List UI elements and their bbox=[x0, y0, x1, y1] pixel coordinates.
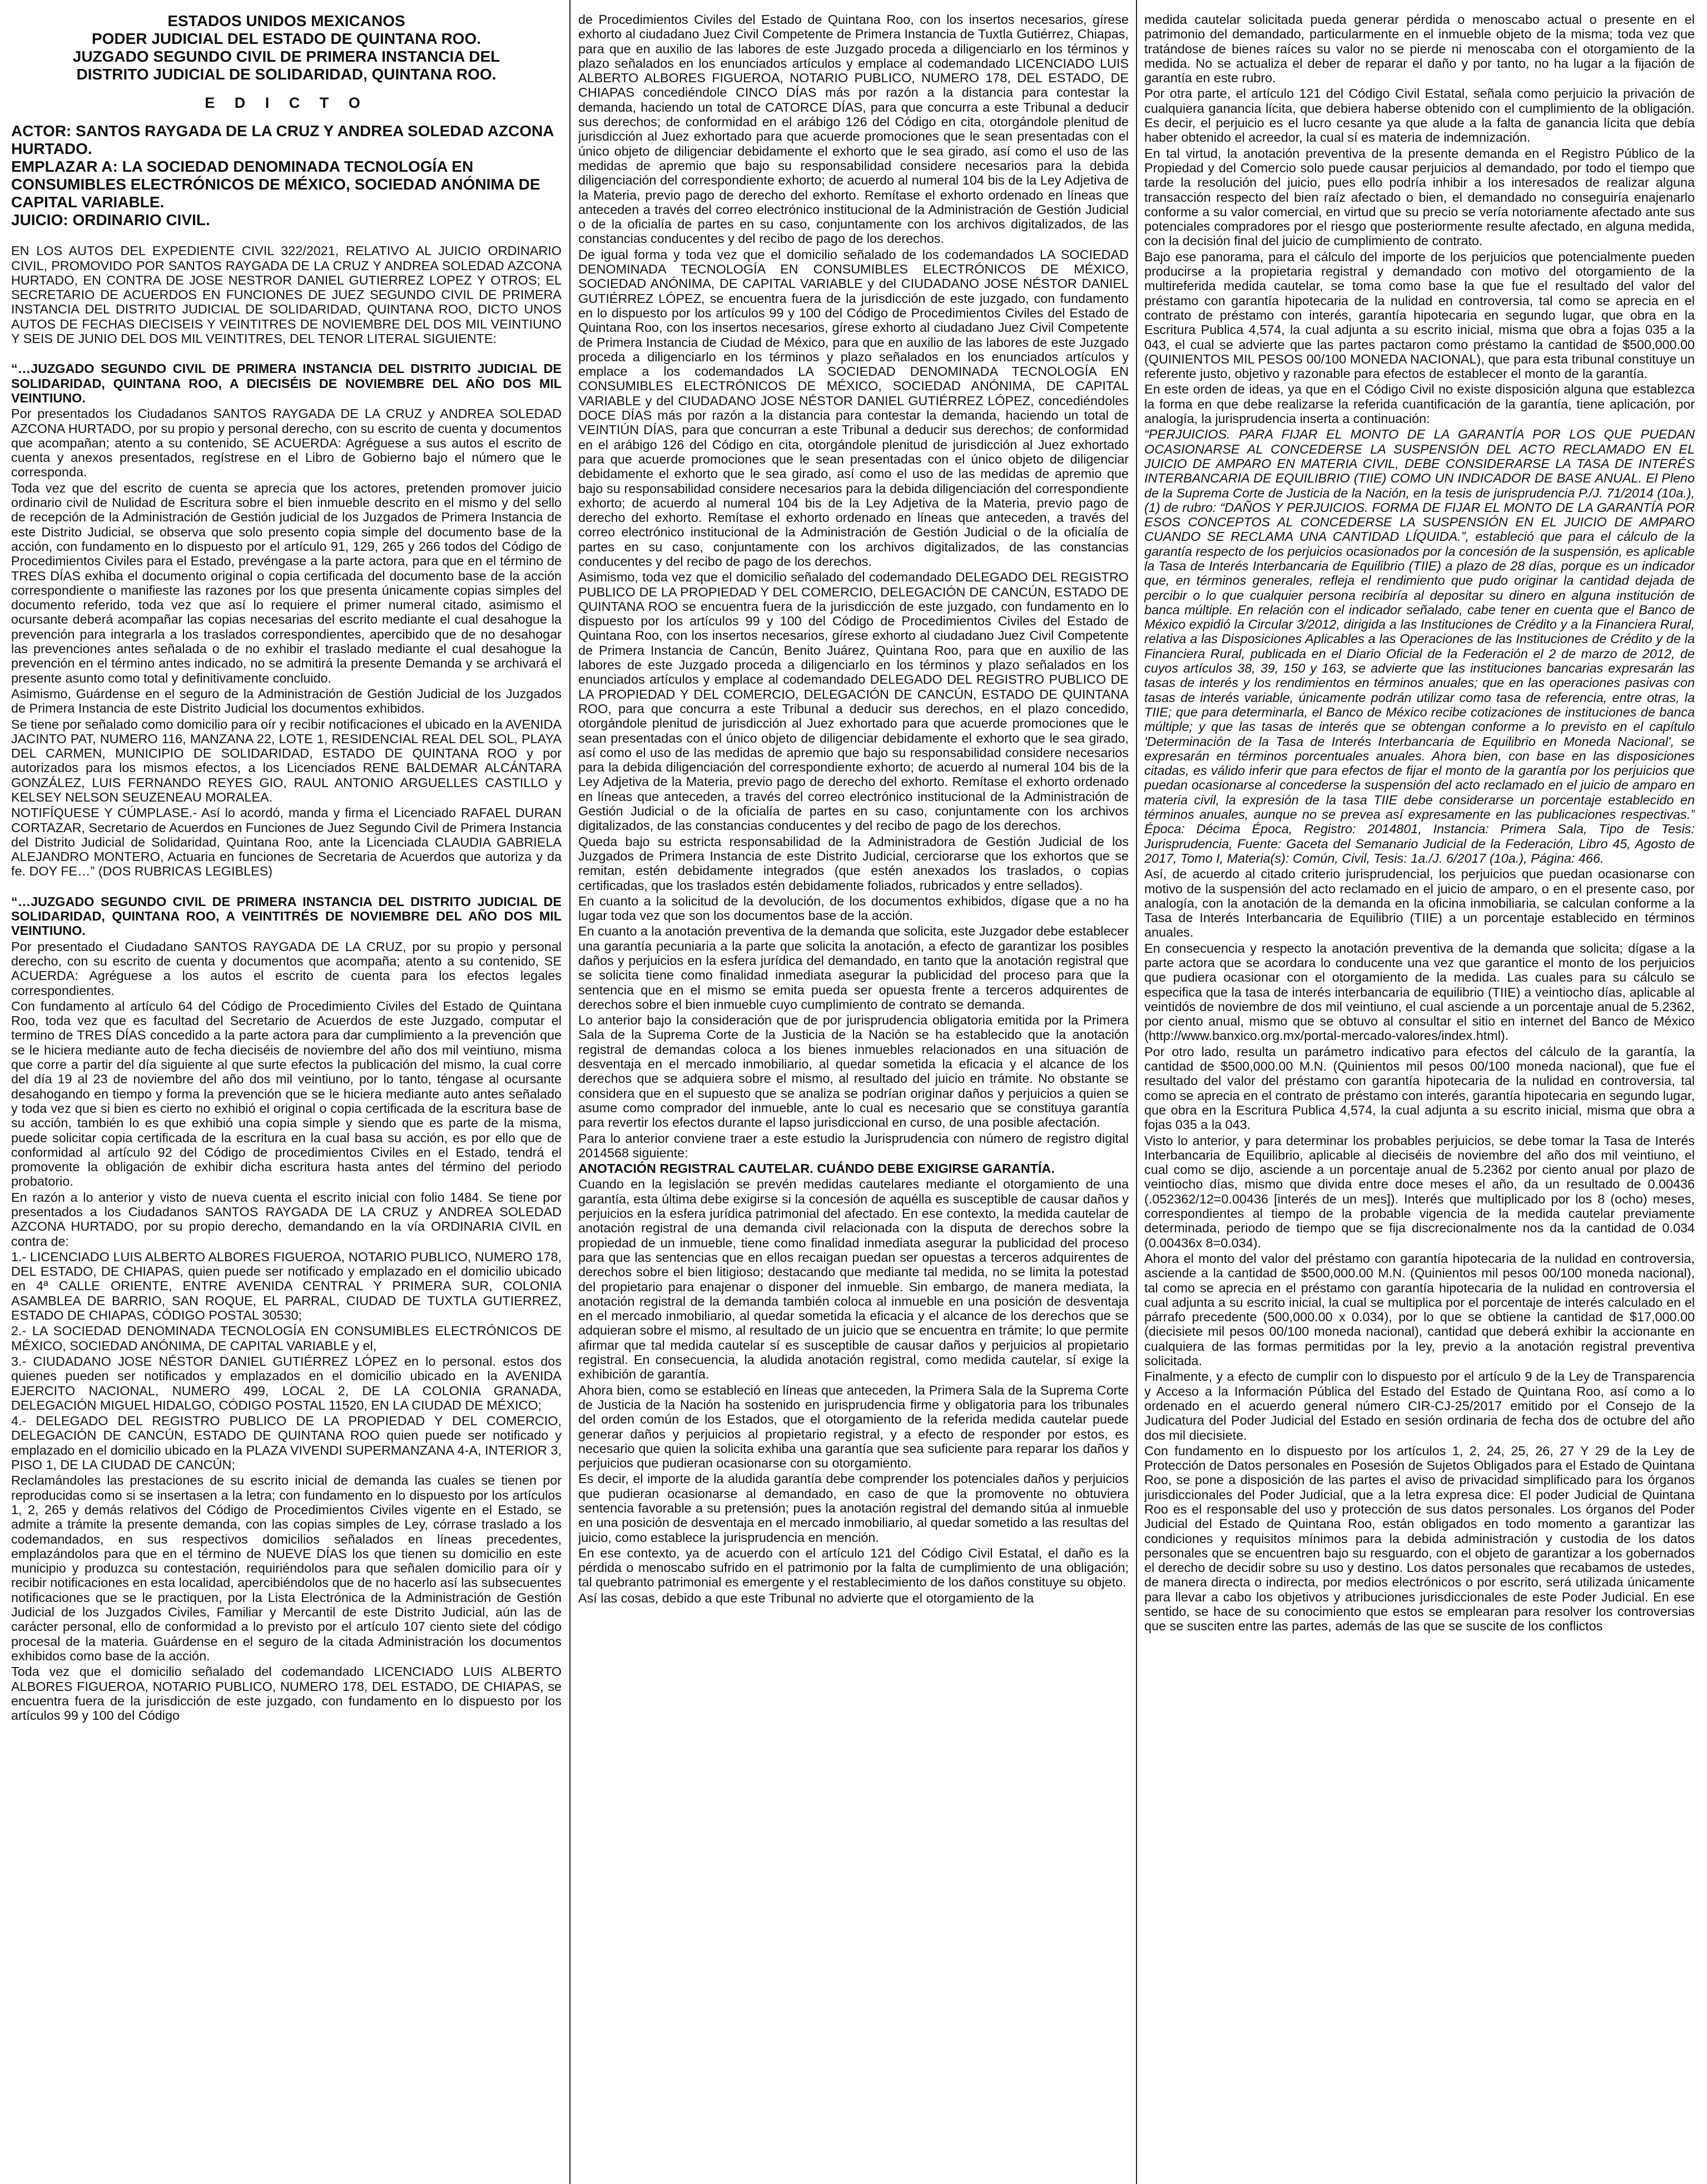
paragraph: Por presentados los Ciudadanos SANTOS RAYGADA DE LA CRUZ y ANDREA SOLEDAD AZCONA HURTADO, por su propio y personal derecho, con su escrito de cuenta y documentos que acompañan; atento a su contenido, SE ACUERDA: Agréguese a sus autos el escrito de cuenta y anexos presentados, regístrese en el Libro de Gobierno bajo el número que le corresponda. bbox=[11, 406, 562, 480]
paragraph: EN LOS AUTOS DEL EXPEDIENTE CIVIL 322/2021, RELATIVO AL JUICIO ORDINARIO CIVIL, PROMOVIDO POR SANTOS RAYGADA DE LA CRUZ Y ANDREA SOLEDAD AZCONA HURTADO, EN CONTRA DE JOSE NESTROR DANIEL GUTIERREZ LOPEZ Y OTROS; EL SECRETARIO DE ACUERDOS EN FUNCIONES DE JUEZ SEGUNDO CIVIL DE PRIMERA INSTANCIA DEL DISTRITO JUDICIAL DE SOLIDARIDAD, QUINTANA ROO, DICTO UNOS AUTOS DE FECHAS DIECISEIS Y VEINTITRES DE NOVIEMBRE DEL DOS MIL VEINTIUNO Y SEIS DE JUNIO DEL DOS MIL VEINTITRES, DEL TENOR LITERAL SIGUIENTE: bbox=[11, 243, 562, 346]
paragraph: Así las cosas, debido a que este Tribunal no advierte que el otorgamiento de la bbox=[578, 1590, 1034, 1605]
header-country: ESTADOS UNIDOS MEXICANOS bbox=[167, 12, 405, 29]
paragraph: “…JUZGADO SEGUNDO CIVIL DE PRIMERA INSTANCIA DEL DISTRITO JUDICIAL DE SOLIDARIDAD, QUINTANA ROO, A DIECISÉIS DE NOVIEMBRE DEL AÑO DOS MIL VEINTIUNO. bbox=[11, 361, 562, 405]
paragraph: Con fundamento en lo dispuesto por los artículos 1, 2, 24, 25, 26, 27 Y 29 de la Ley de Protección de Datos personales en Posesión de Sujetos Obligados para el Estado de Quintana Roo, se pone a disposición de las partes el aviso de privacidad simplificado para los órganos jurisdiccionales del Poder Judicial, que a la letra expresa dice: El poder Judicial de Quintana Roo es el responsable del uso y protección de sus datos personales. Los órganos del Poder Judicial del Estado de Quintana Roo, están obligados en todo momento a garantizar las condiciones y requisitos mínimos para la debida administración y custodia de los datos personales que se encuentren bajo su resguardo, con el objeto de garantizar a los gobernados el derecho de decidir sobre su uso y destino. Los datos personales que recabamos de ustedes, de manera directa o indirecta, por medios electrónicos o por escrito, será utilizada únicamente para llevar a cabo los objetivos y atribuciones jurisdiccionales de este Poder Judicial. En ese sentido, se hace de su conocimiento que estos se emplearan para resolver los controversias que se susciten entre las partes, además de las que se suscite de los conflictos bbox=[1144, 1443, 1695, 1634]
column-divider bbox=[1136, 0, 1137, 2184]
paragraph: Por presentado el Ciudadano SANTOS RAYGADA DE LA CRUZ, por su propio y personal derecho, con su escrito de cuenta y documentos que acompaña; atento a su contenido, SE ACUERDA: Agréguese a los autos el escrito de cuenta para los efectos legales correspondientes. bbox=[11, 939, 562, 998]
actor-line: ACTOR: SANTOS RAYGADA DE LA CRUZ Y ANDREA SOLEDAD AZCONA HURTADO. bbox=[11, 122, 554, 158]
paragraph: de Procedimientos Civiles del Estado de Quintana Roo, con los insertos necesarios, gírese exhorto al ciudadano Juez Civil Competente de Primera Instancia de Tuxtla Gutiérrez, Chiapas, para que en auxilio de las labores de este Juzgado proceda a diligenciarlo en los términos y plazo señalados en los enunciados artículos y emplace al codemandado LICENCIADO LUIS ALBERTO ALBORES FIGUEROA, NOTARIO PUBLICO, NUMERO 178, DEL ESTADO, DE CHIAPAS concediéndole CINCO DÍAS más por razón a la distancia para contestar la demanda, haciendo un total de CATORCE DÍAS, para que concurra a este Tribunal a deducir sus derechos; de conformidad en el arábigo 126 del Código en cita, otorgándole plenitud de jurisdicción al Juez exhortado para que acuerde promociones que le sean presentadas con el único objeto de diligenciar debidamente el exhorto que le sea girado, así como el uso de las medidas de apremio que bajo su responsabilidad considere necesarios para la debida diligenciación del correspondiente exhorto; de acuerdo al numeral 104 bis de la Ley Adjetiva de la Materia, previo pago de derecho del exhorto. Remítase el exhorto ordenado en líneas que anteceden a través del correo electrónico institucional de la Administración de Gestión Judicial o de la oficialía de partes en su caso, conjuntamente con los archivos digitalizados, de las constancias conducentes y del recibo de pago de los derechos. bbox=[578, 12, 1129, 246]
paragraph: En consecuencia y respecto la anotación preventiva de la demanda que solicita; dígase a la parte actora que se acordara lo conducente una vez que garantice el monto de los perjuicios que pudiera ocasionar con el otorgamiento de la medida. Las cuales para su cálculo se especifica que la tasa de interés interbancaria de equilibrio (TIIE) a veintiocho días, aplicable al veintidós de noviembre de dos mil veintiuno, el cual asciende a un porcentaje anual de 5.2362, por ciento anual, mismo que se obtuvo al consultar el sitio en internet del Banco de México (http://www.banxico.org.mx/portal-mercado-valores/index.html). bbox=[1144, 941, 1695, 1043]
paragraph: Cuando en la legislación se prevén medidas cautelares mediante el otorgamiento de una garantía, esta última debe exigirse si la concesión de aquélla es susceptible de causar daños y perjuicios en la esfera jurídica patrimonial del afectado. En ese contexto, la medida cautelar de anotación registral de una demanda civil relacionada con la disputa de derechos sobre la propiedad de un inmueble, tiene como finalidad inmediata asegurar la publicidad del proceso para que las sentencias que en ellos recaigan puedan ser opuestas a terceros adquirentes de derechos sobre el bien litigioso; destacando que mediante tal medida, no se limita la potestad del propietario para enajenar o disponer del inmueble. Sin embargo, de manera mediata, la anotación registral de la demanda también coloca al inmueble en una posición de desventaja en el mercado inmobiliario, al quedar sometida la eficacia y el alcance de los derechos que se adquieran sobre el mismo, al resultado de un juicio que se encuentra en trámite; lo que permite afirmar que tal medida cautelar sí es susceptible de causar daños y perjuicios al propietario registral. En consecuencia, la aludida anotación registral, como medida cautelar, sí exige la exhibición de garantía. bbox=[578, 1177, 1129, 1382]
paragraph: Ahora bien, como se estableció en líneas que anteceden, la Primera Sala de la Suprema Corte de Justicia de la Nación ha sostenido en jurisprudencia firme y obligatoria para los tribunales del orden común de los Estados, que el otorgamiento de la referida medida cautelar puede generar daños y perjuicios al propietario registral, y a efecto de responder por estos, es necesario que quien la solicita exhiba una garantía que sea suficiente para reparar los daños y perjuicios que pudieran ocasionarse con su otorgamiento. bbox=[578, 1382, 1129, 1471]
paragraph: Con fundamento al artículo 64 del Código de Procedimiento Civiles del Estado de Quintana Roo, toda vez que es facultad del Secretario de Acuerdos de este Juzgado, computar el termino de TRES DÍAS concedido a la parte actora para dar cumplimiento a la prevención que se le hiciera mediante auto de fecha dieciséis de noviembre del año dos mil veintiuno, misma que corre a partir del día siguiente al que surte efectos la publicación del mismo, la cual corre del día 19 al 23 de noviembre del año dos mil veintiuno, por lo tanto, téngase al ocursante desahogando en tiempo y forma la prevención que se le hiciera mediante auto antes señalado y toda vez que si bien es cierto no exhibió el original o copia certificada de la escritura base de su acción, también lo es que exhibió una copia simple y siendo que es parte de la misma, puede solicitar copia certificada de la escritura en la cual basa su acción, es por ello que de conformidad al artículo 92 del Código de procedimientos Civiles en el Estado, tendrá el promovente la obligación de exhibir dicha escritura hasta antes del término del periodo probatorio. bbox=[11, 998, 562, 1189]
paragraph: Se tiene por señalado como domicilio para oír y recibir notificaciones el ubicado en la AVENIDA JACINTO PAT, NUMERO 116, MANZANA 22, LOTE 1, RESIDENCIAL REAL DEL SOL, PLAYA DEL CARMEN, MUNICIPIO DE SOLIDARIDAD, ESTADO DE QUINTANA ROO y por autorizados para los mismos efectos, a los Licenciados RENE BALDEMAR ALCÁNTARA GONZÁLEZ, LUIS FERNANDO REYES GIO, RAUL ANTONIO ARGUELLES CASTILLO y KELSEY NELSON SEUZENEAU MORALEA. bbox=[11, 717, 562, 804]
paragraph: En este orden de ideas, ya que en el Código Civil no existe disposición alguna que establezca la forma en que debe realizarse la referida cuantificación de la garantía, tiene aplicación, por analogía, la jurisprudencia inserta a continuación: bbox=[1144, 382, 1695, 426]
paragraph: Reclamándoles las prestaciones de su escrito inicial de demanda las cuales se tienen por reproducidas como si se insertasen a la letra; con fundamento en lo dispuesto por los artículos 1, 2, 265 y demás relativos del Código de Procedimientos Civiles vigente en el Estado, se admite a trámite la presente demanda, con las copias simples de Ley, córrase traslado a los codemandados, en sus respectivos domicilios señalados en líneas precedentes, emplazándolos para que en el término de NUEVE DÍAS los que tienen su domicilio en este municipio y produzca su contestación, requiriéndolos para que señalen domicilio para oír y recibir notificaciones en esta localidad, apercibiéndolos que de no hacerlo así las subsecuentes notificaciones que se le practiquen, por la Lista Electrónica de la Administración de Gestión Judicial de los Juzgados Civiles, Familiar y Mercantil de este Distrito Judicial, aún las de carácter personal, ello de conformidad a lo previsto por el artículo 107 ciento siete del código procesal de la materia. Guárdense en el seguro de la citada Administración los documentos exhibidos como base de la acción. bbox=[11, 1473, 562, 1663]
paragraph: Ahora el monto del valor del préstamo con garantía hipotecaria de la nulidad en controversia, asciende a la cantidad de $500,000.00 M.N. (Quinientos mil pesos 00/100 moneda nacional), tal como se aprecia en el préstamo con garantía hipotecaria de la nulidad en controversia el cual adjunta a su escrito inicial, la cual se multiplica por el porcentaje de interés calculado en el párrafo precedente (500,000.00 x 0.034), por lo que se obtiene la cantidad de $17,000.00 (diecisiete mil pesos 00/100 moneda nacional), cantidad que deberá exhibir la accionante en cualquiera de las formas permitidas por la ley, previo a la anotación registral preventiva solicitada. bbox=[1144, 1251, 1695, 1369]
paragraph: Toda vez que el domicilio señalado del codemandado LICENCIADO LUIS ALBERTO ALBORES FIGUEROA, NOTARIO PUBLICO, NUMERO 178, DEL ESTADO, DE CHIAPAS, se encuentra fuera de la jurisdicción de este juzgado, con fundamento en lo dispuesto por los artículos 99 y 100 del Código bbox=[11, 1664, 562, 1723]
paragraph: Bajo ese panorama, para el cálculo del importe de los perjuicios que potencialmente pueden producirse a la propietaria registral y demandado con motivo del otorgamiento de la multireferida medida cautelar, se toma como base la que fue el resultado del valor del préstamo con garantía hipotecaria de la nulidad en controversia, tal como se aprecia en el contrato de préstamo con interés, garantía hipotecaria en segundo lugar, que obra en la Escritura Publica 4,574, la cual adjunta a su escrito inicial, misma que obra a fojas 035 a la 043, el cual se advierte que las partes pactaron como préstamo la cantidad de $500,000.00 (QUINIENTOS MIL PESOS 00/100 MONEDA NACIONAL), que para esta tribunal constituye un referente justo, objetivo y razonable para efectos de establecer el monto de la garantía. bbox=[1144, 249, 1695, 381]
paragraph: 2.- LA SOCIEDAD DENOMINADA TECNOLOGÍA EN CONSUMIBLES ELECTRÓNICOS DE MÉXICO, SOCIEDAD ANÓNIMA, DE CAPITAL VARIABLE y el, bbox=[11, 1324, 562, 1353]
paragraph: medida cautelar solicitada pueda generar pérdida o menoscabo actual o presente en el patrimonio del demandado, particularmente en el inmueble objeto de la misma; toda vez que tratándose de bienes raíces su valor no se pierde ni menoscaba con el otorgamiento de la medida. No se actualiza el deber de reparar el daño y por tanto, no ha lugar a la fijación de garantía en este rubro. bbox=[1144, 12, 1695, 86]
paragraph: En ese contexto, ya de acuerdo con el artículo 121 del Código Civil Estatal, el daño es la pérdida o menoscabo sufrido en el patrimonio por la falta de cumplimiento de una obligación; tal quebranto patrimonial es emergente y el restablecimiento de los daños constituye su objeto. bbox=[578, 1545, 1129, 1590]
paragraph: Por otro lado, resulta un parámetro indicativo para efectos del cálculo de la garantía, la cantidad de $500,000.00 M.N. (Quinientos mil pesos 00/100 moneda nacional), que fue el resultado del valor del préstamo con garantía hipotecaria de la nulidad en controversia, tal como se aprecia en el contrato de préstamo con interés, garantía hipotecaria en segundo lugar, que obra en la Escritura Publica 4,574, la cual adjunta a su escrito inicial, misma que obra a fojas 035 a la 043. bbox=[1144, 1044, 1695, 1132]
paragraph: En cuanto a la anotación preventiva de la demanda que solicita, este Juzgador debe establecer una garantía pecuniaria a la parte que solicita la anotación, a efecto de garantizar los posibles daños y perjuicios en la esfera jurídica del demandado, en tanto que la anotación registral que se solicita tiene como finalidad inmediata asegurar la publicidad del proceso para que la sentencia que en el mismo se emita pueda ser opuesta frente a terceros adquirentes de derechos sobre el bien inmueble cuyo cumplimiento de contrato se demanda. bbox=[578, 924, 1129, 1012]
paragraph: Visto lo anterior, y para determinar los probables perjuicios, se debe tomar la Tasa de Interés Interbancaria de Equilibrio, aplicable al dieciséis de noviembre del año dos mil veintiuno, el cual como se dijo, asciende a un porcentaje anual de 5.2362 por ciento anual por plazo de veintiocho días, mismo que divida entre doce meses el año, da un resultado de 0.00436 (.052362/12=0.00436 [interés de un mes]). Interés que multiplicado por los 8 (ocho) meses, correspondientes al tiempo de la probable vigencia de la medida cautelar previamente determinada, periodo de tiempo que se fija discrecionalmente nos da la cantidad de 0.034 (0.00436x 8=0.034). bbox=[1144, 1133, 1695, 1250]
paragraph: Por otra parte, el artículo 121 del Código Civil Estatal, señala como perjuicio la privación de cualquiera ganancia lícita, que debiera haberse obtenido con el cumplimiento de la obligación. Es decir, el perjuicio es el lucro cesante ya que alude a la falta de ganancia lícita que debía haber obtenido el acreedor, la cual sí es materia de indemnización. bbox=[1144, 86, 1695, 145]
paragraph: Es decir, el importe de la aludida garantía debe comprender los potenciales daños y perjuicios que pudieran ocasionarse al demandado, en caso de que la promovente no obtuviera sentencia favorable a su pretensión; pues la anotación registral del demando sitúa al inmueble en una posición de desventaja en el mercado inmobiliario, al quedar sometido a las resultas del juicio, como establece la jurisprudencia en mención. bbox=[578, 1471, 1129, 1545]
paragraph: De igual forma y toda vez que el domicilio señalado de los codemandados LA SOCIEDAD DENOMINADA TECNOLOGÍA EN CONSUMIBLES ELECTRÓNICOS DE MÉXICO, SOCIEDAD ANÓNIMA, DE CAPITAL VARIABLE y del CIUDADANO JOSE NÉSTOR DANIEL GUTIÉRREZ LÓPEZ, se encuentra fuera de la jurisdicción de este juzgado, con fundamento en lo dispuesto por los artículos 99 y 100 del Código de Procedimientos Civiles del Estado de Quintana Roo, con los insertos necesarios, gírese exhorto al ciudadano Juez Civil Competente de Primera Instancia de Ciudad de México, para que en auxilio de las labores de este Juzgado proceda a diligenciarlo en los términos y plazo señalados en los enunciados artículos y emplace a los codemandados LA SOCIEDAD DENOMINADA TECNOLOGÍA EN CONSUMIBLES ELECTRÓNICOS DE MÉXICO, SOCIEDAD ANÓNIMA, DE CAPITAL VARIABLE y del CIUDADANO JOSE NÉSTOR DANIEL GUTIÉRREZ LÓPEZ, concediéndoles DOCE DÍAS más por razón a la distancia para contestar la demanda, haciendo un total de VEINTIÚN DÍAS, para que concurran a este Tribunal a deducir sus derechos; de conformidad en el arábigo 126 del Código en cita, otorgándole plenitud de jurisdicción al Juez exhortado para que acuerde promociones que le sean presentadas con el único objeto de diligenciar debidamente el exhorto que le sea girado, así como el uso de las medidas de apremio que bajo su responsabilidad considere necesarios para la debida diligenciación del correspondiente exhorto; de acuerdo al numeral 104 bis de la Ley Adjetiva de la Materia, previo pago de derecho del exhorto. Remítase el exhorto ordenado en líneas que anteceden, a través del correo electrónico institucional de la Administración de Gestión Judicial o de la oficialía de partes en su caso, conjuntamente con los archivos digitalizados, de las constancias conducentes y del recibo de pago de los derechos. bbox=[578, 247, 1129, 569]
paragraph: Finalmente, y a efecto de cumplir con lo dispuesto por el artículo 9 de la Ley de Transparencia y Acceso a la Información Pública del Estado del Estado de Quintana Roo, así como a lo ordenado en el acuerdo general número CIR-CJ-25/2017 emitido por el Consejo de la Judicatura del Poder Judicial del Estado en sesión ordinaria de fecha dos de octubre del año dos mil diecisiete. bbox=[1144, 1369, 1695, 1442]
paragraph: Así, de acuerdo al citado criterio jurisprudencial, los perjuicios que puedan ocasionarse con motivo de la suspensión del acto reclamado en el juicio de amparo, o en el presente caso, por analogía, con la anotación de la demanda en la oficina inmobiliaria, se calculan conforme a la Tasa de Interés Interbancaria de Equilibrio (TIIE) a un porcentaje establecido en términos anuales. bbox=[1144, 867, 1695, 940]
header-court: JUZGADO SEGUNDO CIVIL DE PRIMERA INSTANCIA DEL bbox=[72, 48, 500, 65]
paragraph: “…JUZGADO SEGUNDO CIVIL DE PRIMERA INSTANCIA DEL DISTRITO JUDICIAL DE SOLIDARIDAD, QUINTANA ROO, A VEINTITRÉS DE NOVIEMBRE DEL AÑO DOS MIL VEINTIUNO. bbox=[11, 894, 562, 938]
paragraph: NOTIFÍQUESE Y CÚMPLASE.- Así lo acordó, manda y firma el Licenciado RAFAEL DURAN CORTAZAR, Secretario de Acuerdos en Funciones de Juez Segundo Civil de Primera Instancia del Distrito Judicial de Solidaridad, Quintana Roo, ante la Licenciada CLAUDIA GABRIELA ALEJANDRO MONTERO, Actuaria en funciones de Secretaria de Acuerdos que autoriza y da fe. DOY FE…” (DOS RUBRICAS LEGIBLES) bbox=[11, 805, 562, 879]
paragraph: Asimismo, Guárdense en el seguro de la Administración de Gestión Judicial de los Juzgados de Primera Instancia de este Distrito Judicial los documentos exhibidos. bbox=[11, 686, 562, 716]
paragraph: 4.- DELEGADO DEL REGISTRO PUBLICO DE LA PROPIEDAD Y DEL COMERCIO, DELEGACIÓN DE CANCÚN, ESTADO DE QUINTANA ROO quien puede ser notificado y emplazado en el domicilio ubicado en la PLAZA VIVENDI SUPERMANZANA 4-A, INTERIOR 3, PISO 1, DE LA CIUDAD DE CANCÚN; bbox=[11, 1414, 562, 1472]
paragraph: 1.- LICENCIADO LUIS ALBERTO ALBORES FIGUEROA, NOTARIO PUBLICO, NUMERO 178, DEL ESTADO, DE CHIAPAS, quien puede ser notificado y emplazado en el domicilio ubicado en 4ª CALLE ORIENTE, ENTRE AVENIDA CENTRAL Y PRIMERA SUR, COLONIA ASAMBLEA DE BARRIO, SAN ROQUE, EL PARRAL, CIUDAD DE TUXTLA GUTIERREZ, ESTADO DE CHIAPAS, CÓDIGO POSTAL 30530; bbox=[11, 1249, 562, 1323]
header-district: DISTRITO JUDICIAL DE SOLIDARIDAD, QUINTANA ROO. bbox=[76, 66, 497, 83]
column-divider bbox=[569, 0, 570, 2184]
column-1 bbox=[11, 12, 562, 2172]
paragraph: Toda vez que del escrito de cuenta se aprecia que los actores, pretenden promover juicio ordinario civil de Nulidad de Escritura sobre el bien inmueble descrito en el mismo y del sello de recepción de la Administración de Gestión judicial de los Juzgados de Primera Instancia de este Distrito Judicial, se observa que solo presento copia simple del documento base de la acción, con fundamento en lo dispuesto por el artículo 91, 129, 265 y 266 todos del Código de Procedimientos Civiles para el Estado, prevéngase a la parte actora, para que en el término de TRES DÍAS exhiba el documento original o copia certificada del documento base de la acción correspondiente o manifieste las razones por los que presenta únicamente copias simples del documento referido, toda vez que así lo requiere el primer numeral citado, asimismo el ocursante deberá acompañar las copias necesarias del escrito mediante el cual desahogue la prevención para integrarla a los traslados correspondientes, apercibido que de no desahogar las prevenciones antes señalada o de no exhibir el traslado mediante el cual desahogue la prevención en el término antes indicado, no se admitirá la presente Demanda y se archivará el presente asunto como total y definitivamente concluido. bbox=[11, 480, 562, 685]
edict-title: E D I C T O bbox=[205, 94, 368, 111]
paragraph: En cuanto a la solicitud de la devolución, de los documentos exhibidos, dígase que a no ha lugar toda vez que son los documentos base de la acción. bbox=[578, 893, 1129, 923]
paragraph: Asimismo, toda vez que el domicilio señalado del codemandado DELEGADO DEL REGISTRO PUBLICO DE LA PROPIEDAD Y DEL COMERCIO, DELEGACIÓN DE CANCÚN, ESTADO DE QUINTANA ROO se encuentra fuera de la jurisdicción de este juzgado, con fundamento en lo dispuesto por los artículos 99 y 100 del Código de Procedimientos Civiles del Estado de Quintana Roo, con los insertos necesarios, gírese exhorto al ciudadano Juez Civil Competente de Primera Instancia de Cancún, Benito Juárez, Quintana Roo, para que en auxilio de las labores de este Juzgado proceda a diligenciarlo en los términos y plazo señalados en los enunciados artículos y emplace al codemandado DELEGADO DEL REGISTRO PUBLICO DE LA PROPIEDAD Y DEL COMERCIO, DELEGACIÓN DE CANCÚN, ESTADO DE QUINTANA ROO, para que concurra a este Tribunal a deducir sus derechos, en el plazo concedido, otorgándole plenitud de jurisdicción al Juez exhortado para que acuerde promociones que le sean presentadas con el único objeto de diligenciar debidamente el exhorto que le sea girado, así como el uso de las medidas de apremio que bajo su responsabilidad considere necesarios para la debida diligenciación del correspondiente exhorto; de acuerdo al numeral 104 bis de la Ley Adjetiva de la Materia, previo pago de derecho del exhorto. Remítase el exhorto ordenado en líneas que anteceden, a través del correo electrónico institucional de la Administración de Gestión Judicial o de la oficialía de partes en su caso, conjuntamente con los archivos digitalizados, de las constancias conducentes y del recibo de pago de los derechos. bbox=[578, 570, 1129, 833]
paragraph: En tal virtud, la anotación preventiva de la presente demanda en el Registro Público de la Propiedad y del Comercio solo puede causar perjuicios al demandado, por todo el tiempo que tarde la resolución del juicio, pues ello podría inhibir a los interesados de realizar alguna transacción respecto del bien raíz afectado o bien, el demandado no conseguiría enajenarlo conforme a su valor comercial, en virtud que su precio se vería notoriamente afectado ante sus potenciales compradores por el riesgo que posteriormente resulte afectado, en alguna medida, con la decisión final del juicio de cumplimiento de contrato. bbox=[1144, 146, 1695, 248]
column-3 bbox=[1144, 12, 1695, 2172]
paragraph: Para lo anterior conviene traer a este estudio la Jurisprudencia con número de registro digital 2014568 siguiente: bbox=[578, 1131, 1129, 1160]
paragraph: Lo anterior bajo la consideración que de por jurisprudencia obligatoria emitida por la Primera Sala de la Suprema Corte de la Justicia de la Nación se ha establecido que la anotación registral de demandas coloca a los bienes inmuebles relacionados en una situación de desventaja en el mercado inmobiliario, al quedar sometida la eficacia y el alcance de los derechos que se adquiera sobre el mismo, al resultado del juicio en trámite. No obstante se considera que en el supuesto que se analiza se podrían originar daños y perjuicios a quien se asume como comprador del inmueble, ante lo cual es necesario que se constituya garantía para revertir los efectos durante el lapso jurisdiccional en curso, de una posible afectación. bbox=[578, 1013, 1129, 1130]
paragraph: 3.- CIUDADANO JOSE NÉSTOR DANIEL GUTIÉRREZ LÓPEZ en lo personal. estos dos quienes pueden ser notificados y emplazados en el domicilio ubicado en la AVENIDA EJERCITO NACIONAL, NUMERO 499, LOCAL 2, DE LA COLONIA GRANADA, DELEGACIÓN MIGUEL HIDALGO, CÓDIGO POSTAL 11520, EN LA CIUDAD DE MÉXICO; bbox=[11, 1354, 562, 1412]
column-2 bbox=[578, 12, 1129, 2172]
jurisprudence-quote: “PERJUICIOS. PARA FIJAR EL MONTO DE LA GARANTÍA POR LOS QUE PUEDAN OCASIONARSE AL CONCEDERSE LA SUSPENSIÓN DEL ACTO RECLAMADO EN EL JUICIO DE AMPARO EN MATERIA CIVIL, DEBE CONSIDERARSE LA TASA DE INTERÉS INTERBANCARIA DE EQUILIBRIO (TIIE) COMO UN INDICADOR DE BASE ANUAL. El Pleno de la Suprema Corte de Justicia de la Nación, en la tesis de jurisprudencia P./J. 71/2014 (10a.), (1) de rubro: “DAÑOS Y PERJUICIOS. FORMA DE FIJAR EL MONTO DE LA GARANTÍA POR ESOS CONCEPTOS AL CONCEDERSE LA SUSPENSIÓN EN EL JUICIO DE AMPARO CUANDO SE RECLAMA UNA CANTIDAD LÍQUIDA.”, estableció que para el cálculo de la garantía respecto de los perjuicios ocasionados por la concesión de la suspensión, es aplicable la Tasa de Interés Interbancaria de Equilibrio (TIIE) a plazo de 28 días, porque es un indicador que, en términos generales, refleja el rendimiento que pudo originar la cantidad dejada de percibir o lo que cualquier persona recibiría al depositar su dinero en alguna institución de banca múltiple. En relación con el indicador señalado, cabe tener en cuenta que el Banco de México expidió la Circular 3/2012, dirigida a las Instituciones de Crédito y a la Financiera Rural, relativa a las Disposiciones Aplicables a las Operaciones de las Instituciones de Crédito y de la Financiera Rural, publicada en el Diario Oficial de la Federación el 2 de marzo de 2012, de cuyos artículos 38, 39, 150 y 163, se advierte que las instituciones bancarias expresarán las tasas de interés y los rendimientos en términos anuales; que en las operaciones pasivas con tasas de interés variable, únicamente podrán utilizar como tasa de referencia, entre otras, la TIIE; que para determinarla, el Banco de México recibe cotizaciones de instituciones de banca múltiple; y que las tasas de interés que se obtengan conforme a lo previsto en el capítulo 'Determinación de la Tasa de Interés Interbancaria de Equilibrio en Moneda Nacional', se expresarán en términos porcentuales anuales. Ahora bien, con base en las disposiciones citadas, es válido inferir que para efectos de fijar el monto de la garantía por los perjuicios que puedan ocasionarse al concederse la suspensión del acto reclamado en el juicio de amparo en materia civil, la expresión de la tasa TIIE debe considerarse un porcentaje establecido en términos anuales, aunque no se prevea así expresamente en las publicaciones respectivas.” Época: Décima Época, Registro: 2014801, Instancia: Primera Sala, Tipo de Tesis: Jurisprudencia, Fuente: Gaceta del Semanario Judicial de la Federación, Libro 45, Agosto de 2017, Tomo I, Materia(s): Común, Civil, Tesis: 1a./J. 6/2017 (10a.), Página: 466. bbox=[1144, 427, 1695, 865]
header-power: PODER JUDICIAL DEL ESTADO DE QUINTANA ROO. bbox=[91, 30, 482, 47]
paragraph: Queda bajo su estricta responsabilidad de la Administradora de Gestión Judicial de los Juzgados de Primera Instancia de este Distrito Judicial, cerciorarse que los exhortos que se remitan, estén debidamente integrados (que estén anexados los traslados, o copias certificadas, que los traslados estén debidamente foliados, rubricados y entre sellados). bbox=[578, 834, 1129, 893]
juicio-line: JUICIO: ORDINARIO CIVIL. bbox=[11, 211, 210, 229]
emplazar-line: EMPLAZAR A: LA SOCIEDAD DENOMINADA TECNOLOGÍA EN CONSUMIBLES ELECTRÓNICOS DE MÉXICO, SOCIEDAD ANÓNIMA DE CAPITAL VARIABLE. bbox=[11, 158, 540, 211]
paragraph: En razón a lo anterior y visto de nueva cuenta el escrito inicial con folio 1484. Se tiene por presentados a los Ciudadanos SANTOS RAYGADA DE LA CRUZ y ANDREA SOLEDAD AZCONA HURTADO, por su propio derecho, demandando en la vía ORDINARIA CIVIL en contra de: bbox=[11, 1190, 562, 1248]
jurisprudence-title: ANOTACIÓN REGISTRAL CAUTELAR. CUÁNDO DEBE EXIGIRSE GARANTÍA. bbox=[578, 1161, 1055, 1176]
